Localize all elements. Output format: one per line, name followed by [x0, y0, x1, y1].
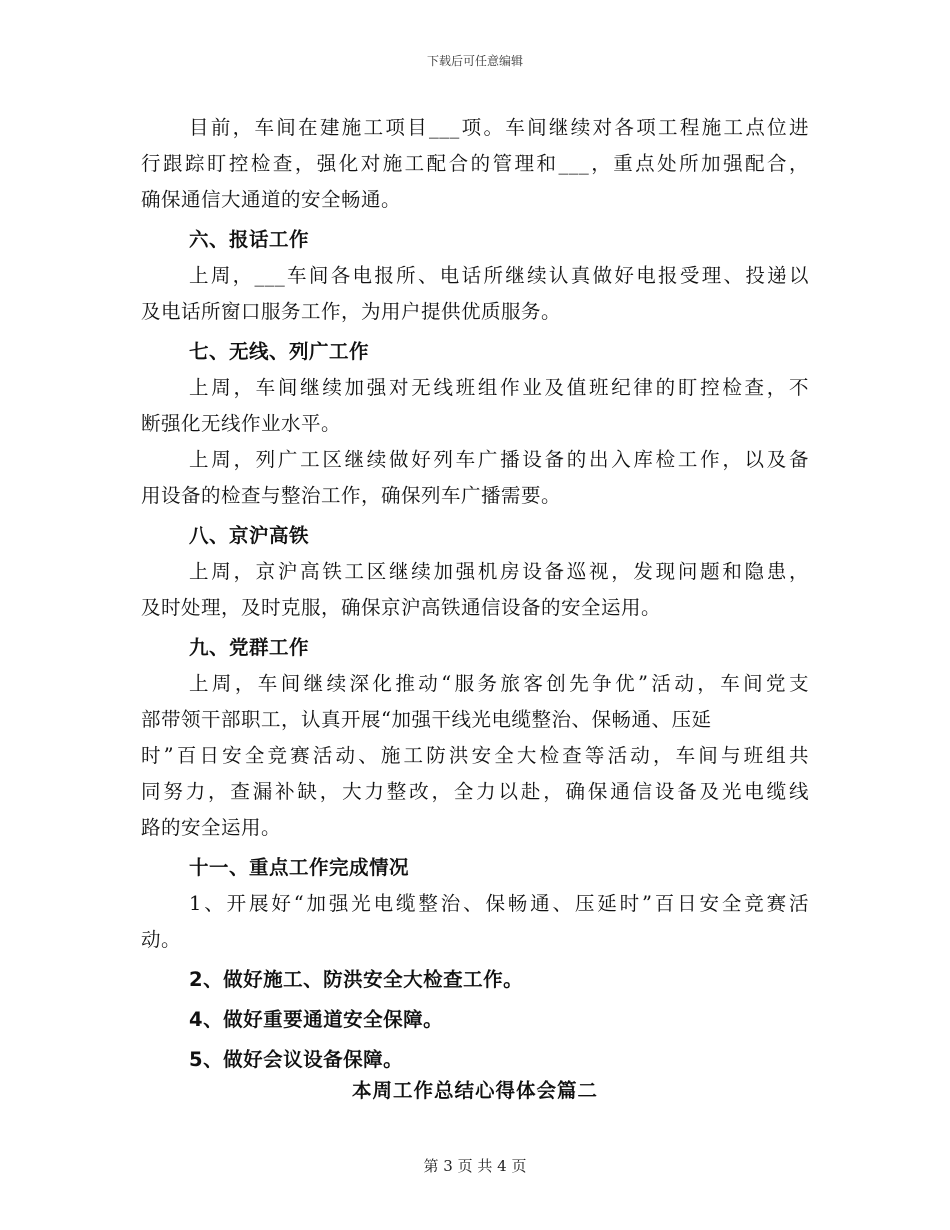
paragraph-line: 确保通信大通道的安全畅通。: [141, 188, 402, 211]
page-header: 下载后可任意编辑: [426, 54, 523, 68]
document-body: [141, 110, 809, 1078]
key-item-2: 2、做好施工、防洪安全大检查工作。: [189, 968, 524, 991]
paragraph-line: 上周，京沪高铁工区继续加强机房设备巡视，发现问题和隐患，: [189, 560, 809, 583]
paragraph-line: 行跟踪盯控检查，强化对施工配合的管理和___，重点处所加强配合，: [141, 152, 809, 175]
paragraph-line: 目前，车间在建施工项目___项。车间继续对各项工程施工点位进: [189, 116, 809, 139]
paragraph-line: 动。: [141, 928, 182, 951]
paragraph-line: 上周，列广工区继续做好列车广播设备的出入库检工作，以及备: [189, 448, 809, 471]
paragraph-line: 及时处理，及时克服，确保京沪高铁通信设备的安全运用。: [141, 596, 662, 619]
key-item-4: 4、做好重要通道安全保障。: [189, 1008, 444, 1031]
paragraph-line: 部带领干部职工，认真开展“加强干线光电缆整治、保畅通、压延: [141, 708, 712, 731]
paragraph-line: 1、开展好“加强光电缆整治、保畅通、压延时”百日安全竞赛活: [189, 892, 809, 915]
section-title: 本周工作总结心得体会篇二: [351, 1079, 598, 1102]
page-footer: 第 3 页 共 4 页: [423, 1157, 527, 1175]
heading-telegraph-telephone: 六、报话工作: [189, 228, 310, 251]
paragraph-broadcast: [141, 442, 809, 514]
paragraph-party-work: [141, 666, 809, 846]
paragraph-construction: [141, 110, 809, 218]
paragraph-high-speed-rail: [141, 554, 809, 626]
paragraph-line: 时”百日安全竞赛活动、施工防洪安全大检查等活动，车间与班组共: [141, 744, 809, 767]
paragraph-line: 路的安全运用。: [141, 816, 282, 839]
paragraph-line: 上周，车间继续加强对无线班组作业及值班纪律的盯控检查，不: [189, 376, 809, 399]
heading-high-speed-rail: 八、京沪高铁: [189, 524, 310, 547]
paragraph-wireless: [141, 370, 809, 442]
paragraph-line: 上周，___车间各电报所、电话所继续认真做好电报受理、投递以: [189, 264, 809, 287]
paragraph-key-item-1: [141, 886, 809, 958]
paragraph-line: 同努力，查漏补缺，大力整改，全力以赴，确保通信设备及光电缆线: [141, 780, 809, 803]
heading-party-mass-work: 九、党群工作: [189, 636, 310, 659]
heading-key-work-completion: 十一、重点工作完成情况: [189, 856, 410, 879]
paragraph-line: 上周，车间继续深化推动“服务旅客创先争优”活动，车间党支: [189, 672, 809, 695]
heading-wireless-broadcast: 七、无线、列广工作: [189, 340, 370, 363]
paragraph-line: 及电话所窗口服务工作，为用户提供优质服务。: [141, 300, 562, 323]
paragraph-telegraph: [141, 258, 809, 330]
key-item-5: 5、做好会议设备保障。: [189, 1048, 404, 1071]
paragraph-line: 用设备的检查与整治工作，确保列车广播需要。: [141, 484, 562, 507]
paragraph-line: 断强化无线作业水平。: [141, 412, 342, 435]
